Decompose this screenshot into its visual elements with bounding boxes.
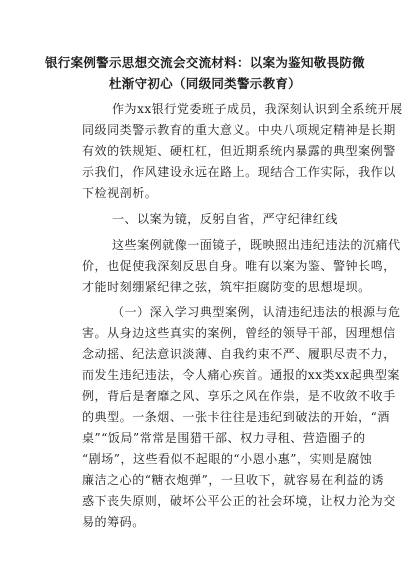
body-line: 害。从身边这些真实的案例，曾经的领导干部，因理想信 [82, 326, 396, 340]
body-line: 念动摇、纪法意识淡薄、自我约束不严、履职尽责不力， [82, 347, 396, 361]
body-line: 例，背后是奢靡之风、享乐之风在作祟，是不收敛不收手 [82, 389, 396, 403]
body-line: 示我们，作风建设永远在路上。现结合工作实际，我作以 [82, 165, 396, 179]
document-title [40, 52, 370, 94]
title-line-2: 杜渐守初心（同级同类警示教育） [108, 76, 301, 91]
body-line: 易的筹码。 [82, 515, 145, 529]
body-line: 廉洁之心的“糖衣炮弹”，一旦收下，就容易在利益的诱 [82, 473, 385, 487]
body-line: 才能时刻绷紧纪律之弦，筑牢拒腐防变的思想堤坝。 [82, 280, 371, 294]
body-line: 价，也促使我深刻反思自身。唯有以案为鉴、警钟长鸣， [82, 259, 396, 273]
body-line: 而发生违纪违法，令人痛心疾首。通报的xx类xx起典型案 [82, 368, 400, 382]
body-line: 桌”“饭局”常常是围猎干部、权力寻租、营造圈子的 [82, 431, 366, 445]
body-line: “剧场”，这些看似不起眼的“小恩小惠”，实则是腐蚀 [82, 452, 373, 466]
body-line: 这些案例就像一面镜子，既映照出违纪违法的沉痛代 [112, 238, 401, 252]
body-line: 的典型。一条烟、一张卡往往是违纪到破法的开始，“酒 [82, 410, 390, 424]
body-line: 惑下丧失原则，破坏公平公正的社会环境，让权力沦为交 [82, 494, 396, 508]
section-heading: 一、以案为镜，反躬自省，严守纪律红线 [112, 212, 338, 226]
title-line-1: 银行案例警示思想交流会交流材料：以案为鉴知敬畏防微 [44, 55, 365, 70]
body-line: 同级同类警示教育的重大意义。中央八项规定精神是长期 [82, 123, 396, 137]
subsection-line: （一）深入学习典型案例，认清违纪违法的根源与危 [112, 305, 401, 319]
body-line: 下检视剖析。 [82, 186, 158, 200]
body-line: 有效的铁规矩、硬杠杠，但近期系统内暴露的典型案例警 [82, 144, 396, 158]
body-line: 作为xx银行党委班子成员，我深刻认识到全系统开展 [112, 102, 403, 116]
